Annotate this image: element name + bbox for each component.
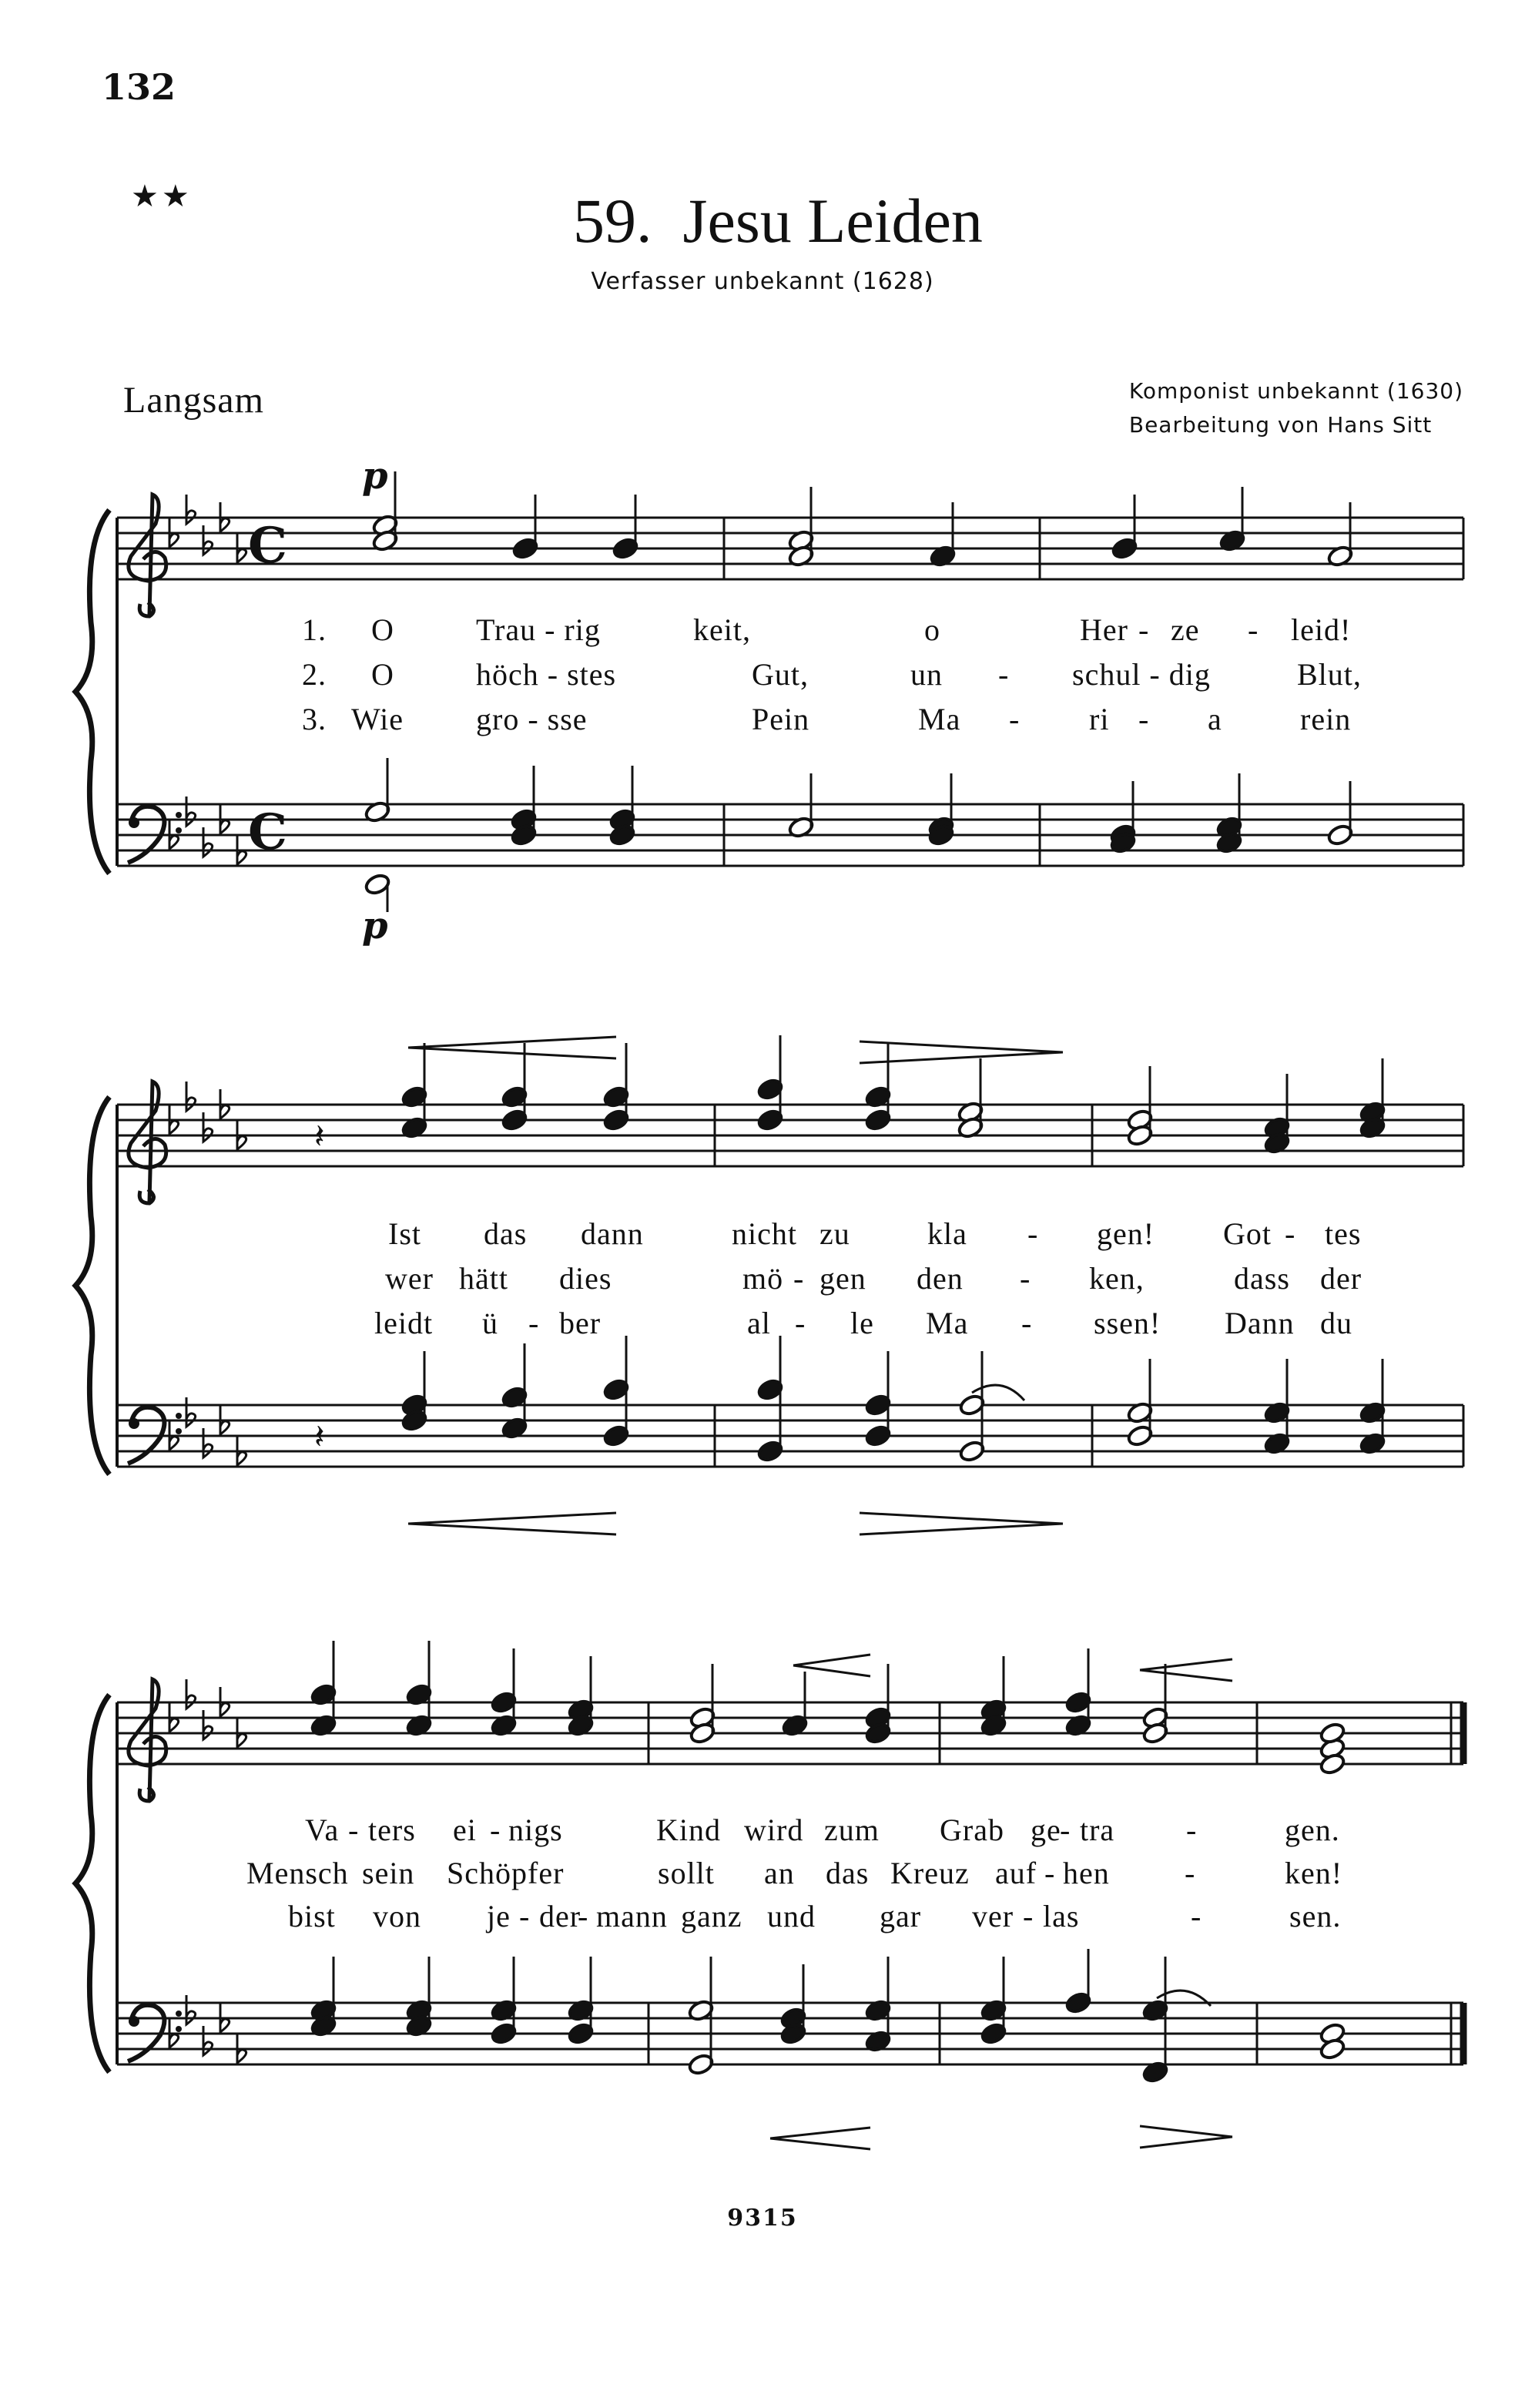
crescendo-hairpin [408,1524,616,1534]
flat-sign [203,2026,213,2055]
flat-sign [186,1397,196,1427]
time-signature: C [248,803,287,861]
treble-clef-icon [129,1679,166,1801]
flat-sign [186,1679,196,1709]
bass-clef-dot [176,1413,182,1419]
arranger-line: Bearbeitung von Hans Sitt [1128,412,1433,438]
decrescendo-hairpin [1140,2137,1232,2148]
system-brace [75,1097,109,1474]
system-brace [75,1695,109,2072]
dynamic-mark: p [362,904,388,947]
flat-sign [186,1995,196,2024]
crescendo-hairpin [408,1513,616,1524]
decrescendo-hairpin [1140,2126,1232,2137]
crescendo-hairpin [408,1048,616,1058]
decrescendo-hairpin [860,1524,1063,1534]
crescendo-hairpin [793,1655,870,1665]
system-brace [75,510,109,874]
song-title-text: Jesu Leiden [682,186,983,256]
crescendo-hairpin [408,1037,616,1048]
flat-sign [203,1428,213,1457]
bass-clef-dot [176,2026,182,2032]
quarter-rest-icon: 𝄽 [314,1117,325,1156]
bass-clef-dot [129,2016,139,2027]
flat-sign [186,797,196,826]
decrescendo-hairpin [860,1052,1063,1063]
flat-sign [203,525,213,555]
song-number: 59. [573,186,652,256]
crescendo-hairpin [770,2128,870,2138]
dynamic-mark: p [362,454,388,498]
crescendo-hairpin [1140,1670,1232,1681]
composer-line: Komponist unbekannt (1630) [1128,378,1463,404]
bass-clef-dot [176,2011,182,2017]
crescendo-hairpin [770,2138,870,2149]
bass-clef-dot [176,1428,182,1434]
lyricist-credit: Verfasser unbekannt (1628) [591,268,934,295]
bass-clef-dot [176,812,182,818]
flat-sign [203,827,213,857]
bass-clef-dot [129,1418,139,1429]
plate-number: 9315 [727,2205,798,2232]
quarter-rest-icon: 𝄽 [314,1417,325,1457]
bass-clef-dot [176,827,182,833]
flat-sign [203,1112,213,1142]
treble-clef-icon [129,1082,166,1203]
crescendo-hairpin [1140,1659,1232,1670]
tempo-marking: Langsam [123,380,264,421]
time-signature: C [248,517,287,575]
difficulty-stars: ★★ [131,179,193,214]
decrescendo-hairpin [860,1513,1063,1524]
flat-sign [186,495,196,524]
bass-clef-dot [129,817,139,828]
decrescendo-hairpin [860,1041,1063,1052]
treble-clef-icon [129,495,166,616]
flat-sign [186,1082,196,1111]
page-number: 132 [102,66,176,108]
flat-sign [203,1710,213,1739]
